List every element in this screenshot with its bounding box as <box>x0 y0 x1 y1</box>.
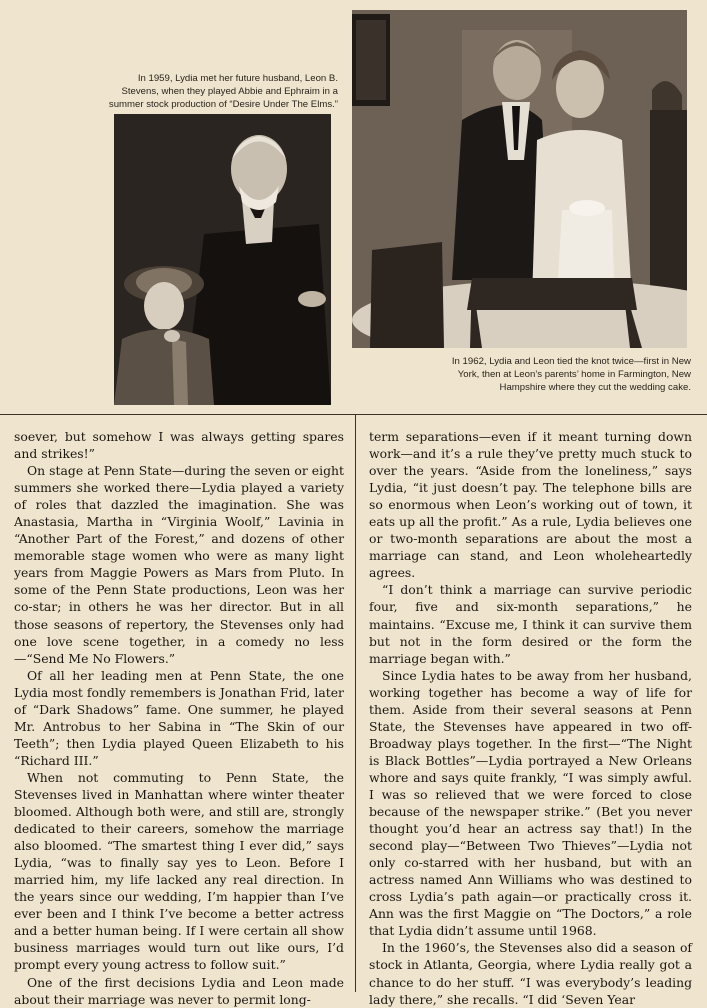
stage-photo <box>114 114 331 405</box>
article-paragraph: One of the first decisions Lydia and Leon made about their marriage was never to permit long- <box>14 974 344 1007</box>
photo1-caption <box>100 72 338 111</box>
photo2-caption-text: In 1962, Lydia and Leon tied the knot twice—first in New York, then at Leon’s parents’ home in Farmington, New Hampshire where they cut the wedding cake. <box>451 356 691 393</box>
horizontal-divider <box>0 414 707 415</box>
article-paragraph: Since Lydia hates to be away from her husband, working together has become a way of life for them. Aside from their several seasons at Penn State, the Stevenses have appeared in two off-Broadway plays together. In the first—“The Night is Black Bottles”—Lydia portrayed a New Orleans whore and says quite frankly, “I was simply awful. I was so relieved that we were forced to close because of the newspaper strike.” (Bet you never thought you’d hear an actress say that!) In the second play—“Between Two Thieves”—Lydia not only co-starred with her husband, but with an actress named Ann Williams who was destined to cross Lydia’s path again—or practically cross it. Ann was the first Maggie on “The Doctors,” a role that Lydia didn’t assume until 1968. <box>369 667 692 939</box>
article-paragraph: soever, but somehow I was always getting spares and strikes!” <box>14 429 344 462</box>
article-paragraph: term separations—even if it meant turning down work—and it’s a rule they’ve pretty much stuck to over the years. “Aside from the loneliness,” says Lydia, “it just doesn’t pay. The telephone bills are so enormous when Leon’s working out of town, it eats up all the profit.” As a rule, Lydia believes one or two-month separations are about the most a marriage can stand, and Leon wholeheartedly agrees. <box>369 429 692 581</box>
article-paragraph: Of all her leading men at Penn State, the one Lydia most fondly remembers is Jonathan Frid, later of “Dark Shadows” fame. One summer, he played Mr. Antrobus to her Sabina in “The Skin of our Teeth”; then Lydia played Queen Elizabeth to his “Richard III.” <box>14 667 344 768</box>
wedding-photo <box>352 10 687 348</box>
stage-photo-image <box>114 114 331 405</box>
wedding-photo-image <box>352 10 687 348</box>
article-paragraph: When not commuting to Penn State, the Stevenses lived in Manhattan where winter theater bloomed. Although both were, and still are, strongly dedicated to their careers, somehow the marriage also bloomed. “The smartest thing I ever did,” says Lydia, “was to finally say yes to Leon. Before I married him, my life lacked any real direction. In the years since our wedding, I’m happier than I’ve ever been and I think I’ve become a better actress and a better human being. If I were certain all show business marriages would turn out like ours, I’d prompt every young actress to follow suit.” <box>14 769 344 973</box>
article-paragraph: On stage at Penn State—during the seven or eight summers she worked there—Lydia played a variety of roles that dazzled the imagination. She was Anastasia, Martha in “Virginia Woolf,” Lavinia in “Another Part of the Forest,” and dozens of other memorable stage women who were as many light years from Maggie Powers as Mars from Pluto. In some of the Penn State productions, Leon was her co-star; in others he was her director. But in all those seasons of repertory, the Stevenses only had one love scene together, in a comedy no less—“Send Me No Flowers.” <box>14 463 344 666</box>
article-column-left <box>14 428 344 1008</box>
photo1-caption-text: In 1959, Lydia met her future husband, Leon B. Stevens, when they played Abbie and Ephraim in a summer stock production of “Desire Under The Elms.” <box>108 73 338 110</box>
article-paragraph: “I don’t think a marriage can survive periodic four, five and six-month separations,” he maintains. “Excuse me, I think it can survive them but not in the form desired or the form the marriage began with.” <box>369 582 692 666</box>
article-column-right <box>369 428 692 1008</box>
photo2-caption <box>446 355 691 394</box>
article-paragraph: In the 1960’s, the Stevenses also did a season of stock in Atlanta, Georgia, where Lydia really got a chance to do her stuff. “I was everybody’s leading lady there,” she recalls. “I did ‘Seven Year <box>369 940 692 1007</box>
column-divider <box>355 414 356 992</box>
